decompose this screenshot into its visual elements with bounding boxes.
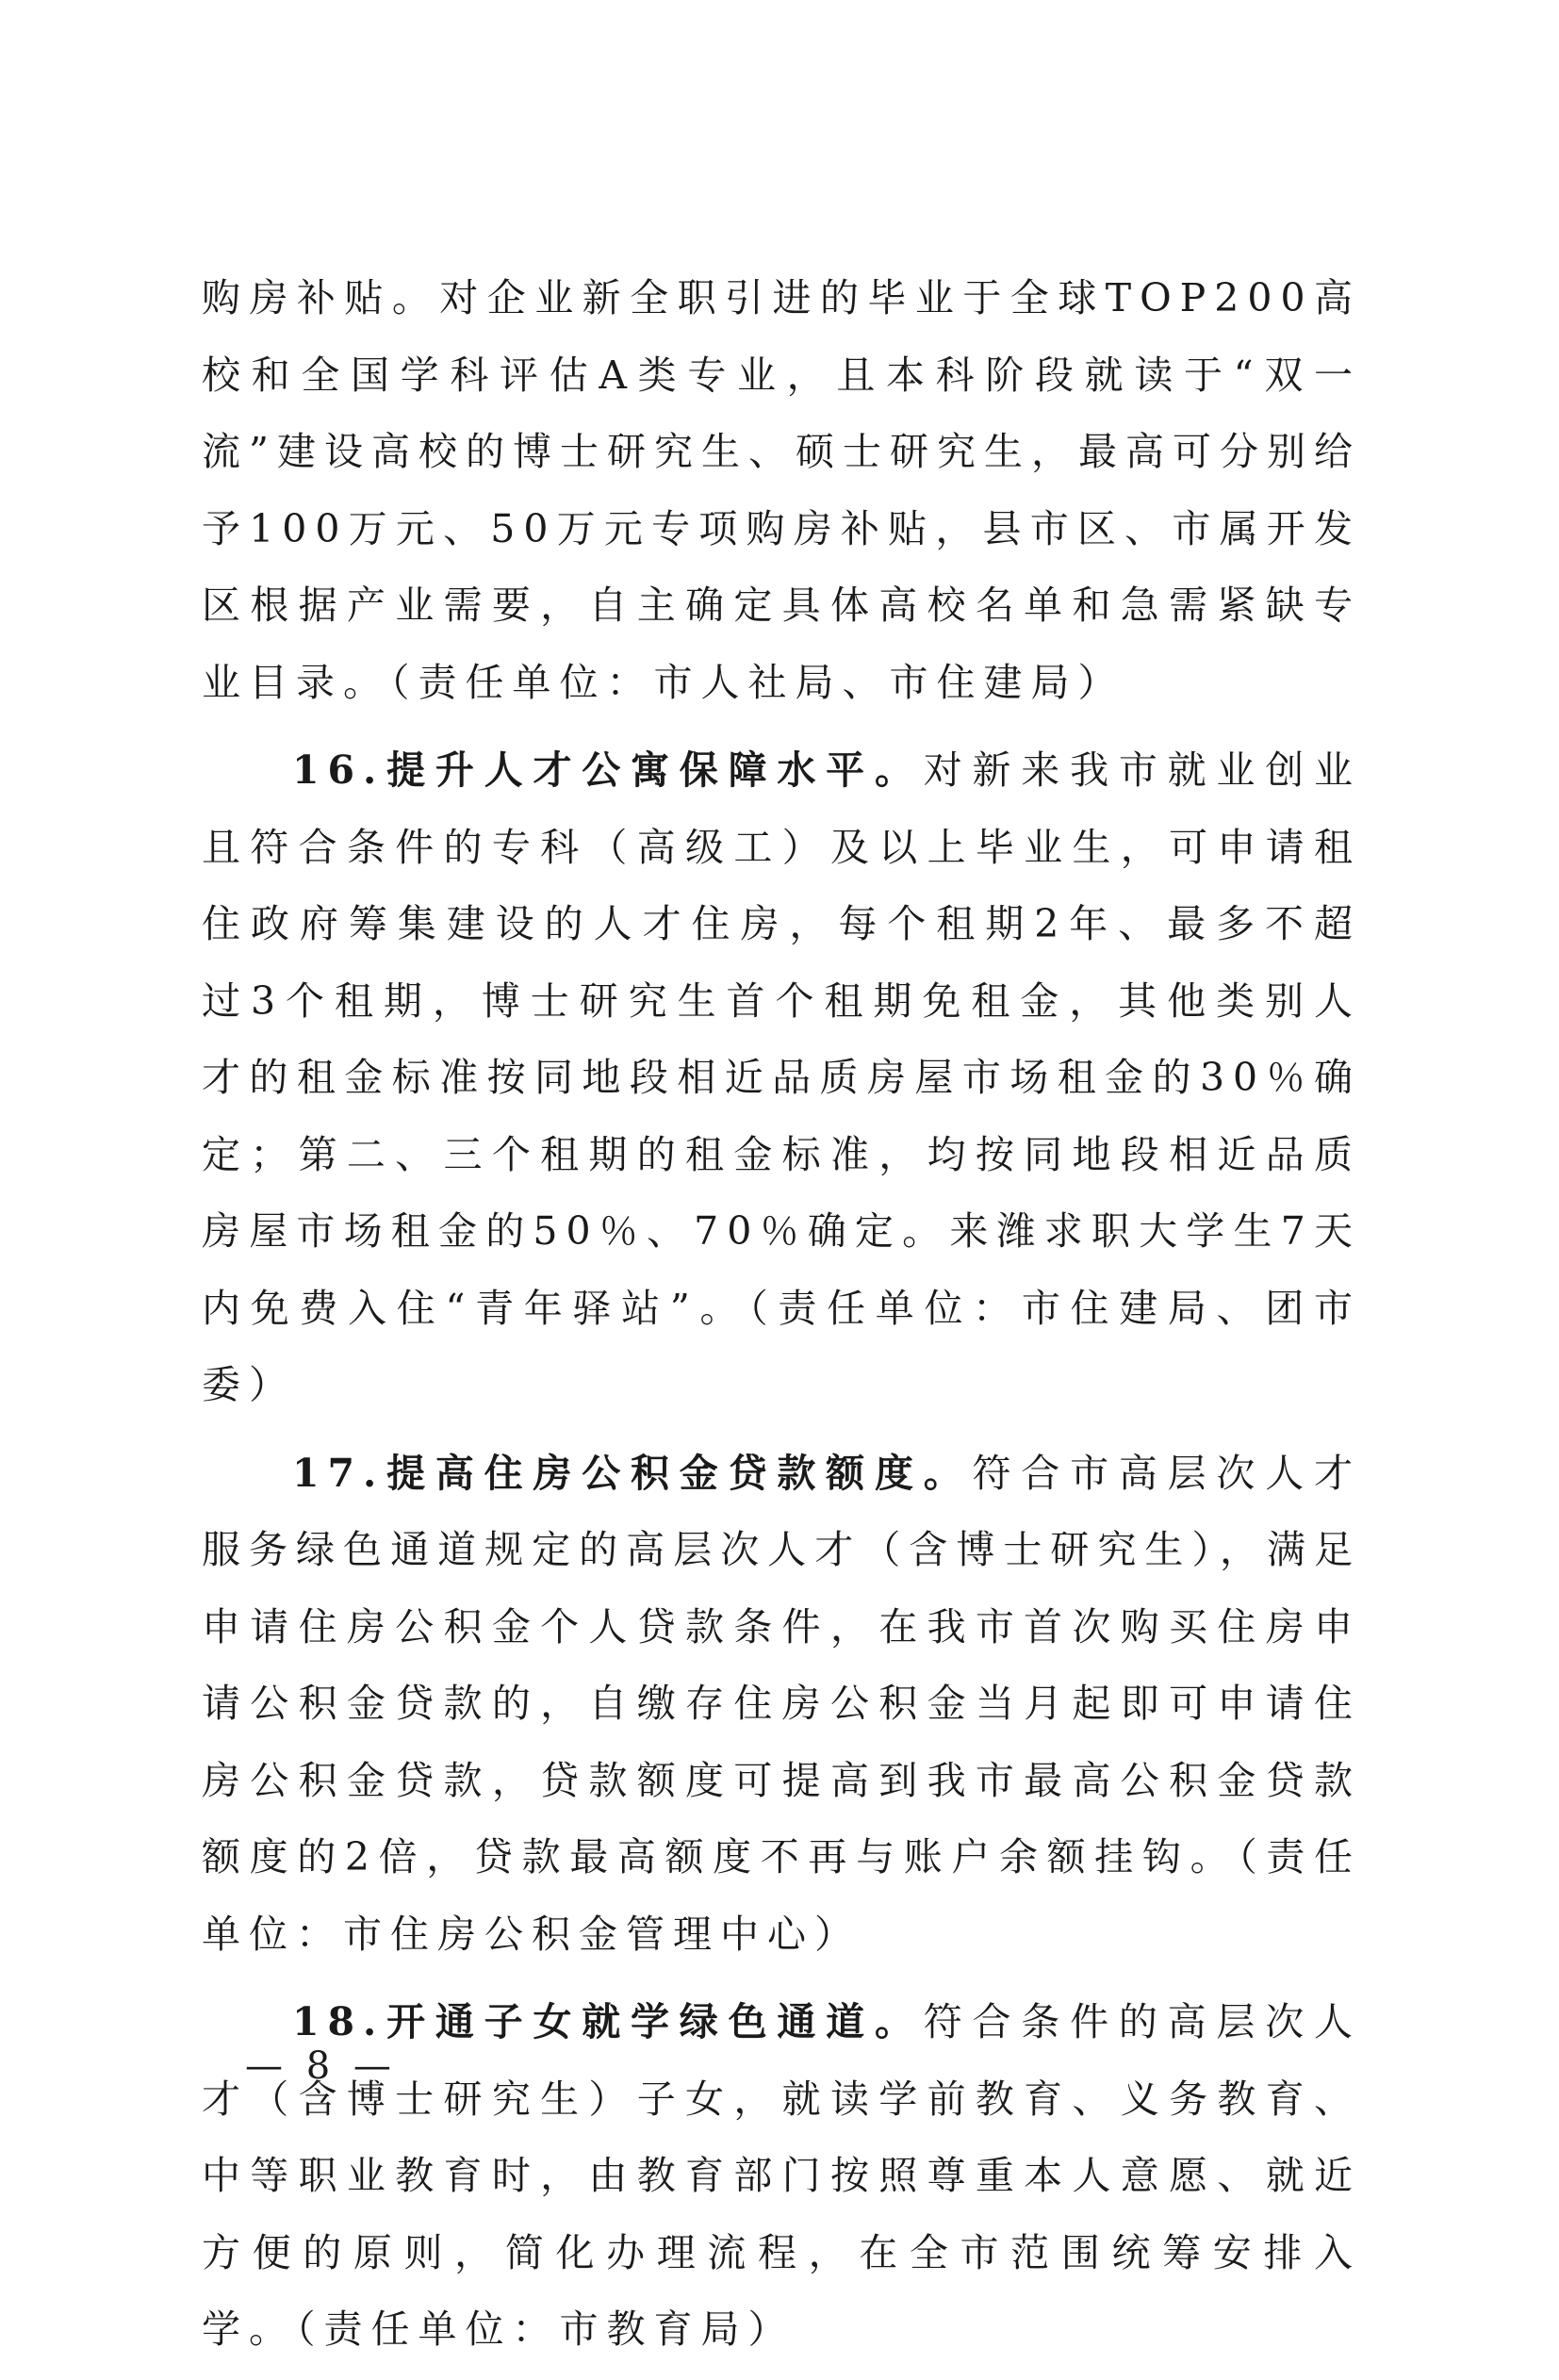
paragraph-text: 符合市高层次人才服务绿色通道规定的高层次人才（含博士研究生），满足申请住房公积金个人贷款条件，在我市首次购买住房申请公积金贷款的，自缴存住房公积金当月起即可申请住房公积金贷款，贷款额度可提高到我市最高公积金贷款额度的2倍，贷款最高额度不再与账户余额挂钩。（责任单位：市住房公积金管理中心） <box>202 1450 1361 1957</box>
paragraph-text: 购房补贴。对企业新全职引进的毕业于全球TOP200高校和全国学科评估A类专业，且本科阶段就读于“双一流”建设高校的博士研究生、硕士研究生，最高可分别给予100万元、50万元专项购房补贴，县市区、市属开发区根据产业需要，自主确定具体高校名单和急需紧缺专业目录。（责任单位：市人社局、市住建局） <box>202 275 1361 705</box>
paragraph-heading: 16.提升人才公寓保障水平。 <box>292 747 924 793</box>
paragraph-18-school-green-channel <box>202 1984 1361 2369</box>
paragraph-heading: 18.开通子女就学绿色通道。 <box>292 1999 924 2044</box>
paragraph-text: 符合条件的高层次人才（含博士研究生）子女，就读学前教育、义务教育、中等职业教育时，由教育部门按照尊重本人意愿、就近方便的原则，简化办理流程，在全市范围统筹安排入学。（责任单位：市教育局） <box>202 1999 1361 2352</box>
paragraph-heading: 17.提高住房公积金贷款额度。 <box>292 1450 973 1496</box>
paragraph-housing-subsidy <box>202 260 1361 721</box>
paragraph-17-housing-fund-loan <box>202 1436 1361 1974</box>
paragraph-16-talent-apartment <box>202 732 1361 1424</box>
paragraph-text: 对新来我市就业创业且符合条件的专科（高级工）及以上毕业生，可申请租住政府筹集建设的人才住房，每个租期2年、最多不超过3个租期，博士研究生首个租期免租金，其他类别人才的租金标准按同地段相近品质房屋市场租金的30％确定；第二、三个租期的租金标准，均按同地段相近品质房屋市场租金的50％、70％确定。来潍求职大学生7天内免费入住“青年驿站”。（责任单位：市住建局、团市委） <box>202 747 1361 1407</box>
page-number: — 8 — <box>245 2044 397 2088</box>
